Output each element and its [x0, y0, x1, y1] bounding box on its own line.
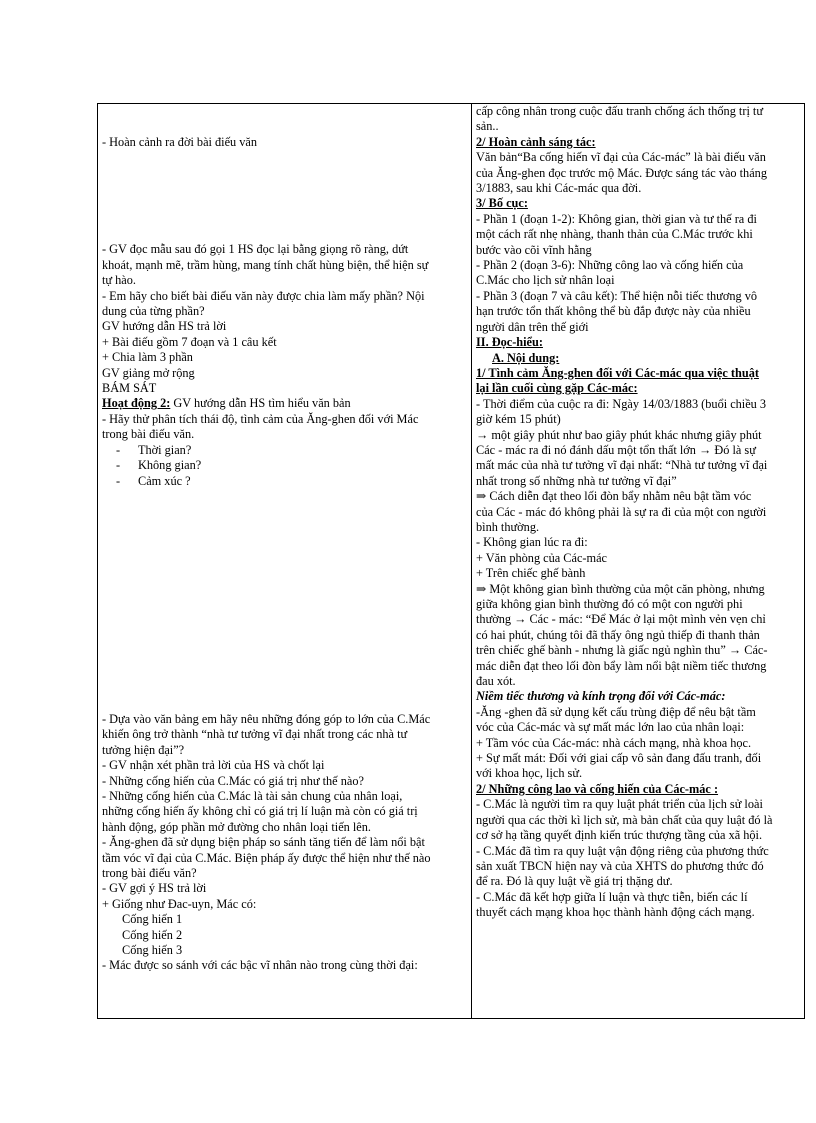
lesson-table — [97, 103, 805, 1019]
right-line: để ra. Đó là quy luật về giá trị thặng dư. — [476, 874, 673, 889]
right-line: - Không gian lúc ra đi: — [476, 535, 588, 550]
contribution-item: Cống hiến 3 — [122, 943, 183, 957]
right-line: người dân trên thế giới — [476, 319, 589, 334]
right-line: cấp công nhân trong cuộc đấu tranh chống ách thống trị tư — [476, 104, 764, 118]
list-item — [102, 458, 468, 473]
right-line: -Ăng -ghen đã sử dụng kết cấu trùng điệp để nêu bật tầm — [476, 704, 756, 719]
right-line: thuyết cách mạng khoa học thành hành động cách mạng. — [476, 905, 755, 920]
left-line: + Giống như Đac-uyn, Mác có: — [102, 896, 257, 911]
left-line: - Những cống hiến của C.Mác là tài sản chung của nhân loại, — [102, 788, 403, 803]
right-line: + Tầm vóc của Các-mác: nhà cách mạng, nhà khoa học. — [476, 735, 752, 750]
right-line: sản xuất TBCN hiện nay và của XHTS do phương thức đó — [476, 858, 764, 873]
right-line: nhất trong số những nhà tư tưởng vĩ đại” — [476, 473, 677, 488]
list-item-text: Không gian? — [138, 458, 202, 473]
left-line: tưởng hiện đại”? — [102, 742, 185, 757]
bullet-dash: - — [116, 458, 121, 473]
list-item-text: Cảm xúc ? — [138, 473, 191, 488]
left-line: hành động, góp phần mở đường cho nhân loại tiến lên. — [102, 819, 371, 834]
left-line: - GV đọc mẫu sau đó gọi 1 HS đọc lại bằng giọng rõ ràng, dứt — [102, 242, 409, 257]
section-heading: 1/ Tình cảm Ăng-ghen đối với Các-mác qua việc thuật — [476, 365, 759, 380]
right-line: Các - mác ra đi nó đánh dấu một tổn thất lớn → Đó là sự — [476, 442, 756, 457]
right-line: với khoa học, lịch sử. — [476, 766, 583, 781]
right-line: bình thường. — [476, 519, 540, 534]
left-line: - Những cống hiến của C.Mác có giá trị như thế nào? — [102, 773, 364, 788]
right-line: cơ sở hạ tầng quyết định kiến trúc thượng tầng của xã hội. — [476, 828, 763, 843]
right-line: - Phần 2 (đoạn 3-6): Những công lao và cống hiến của — [476, 258, 744, 273]
left-line: tầm vóc vĩ đại của C.Mác. Biện pháp ấy được thể hiện như thế nào — [102, 850, 431, 865]
section-heading — [476, 135, 801, 150]
heading-text: II. Đọc-hiểu: — [476, 335, 543, 350]
right-line: + Văn phòng của Các-mác — [476, 550, 607, 565]
right-line: đau xót. — [476, 674, 516, 689]
section-heading — [476, 196, 801, 211]
right-line: ⇒ Cách diễn đạt theo lối đòn bẩy nhằm nêu bật tầm vóc — [476, 489, 752, 504]
right-line: 3/1883, sau khi Các-mác qua đời. — [476, 181, 642, 196]
left-line: khiến ông trở thành “nhà tư tưởng vĩ đại nhất trong các nhà tư — [102, 727, 408, 742]
right-line: → một giây phút như bao giây phút khác nhưng giây phút — [476, 427, 762, 442]
bullet-dash: - — [116, 473, 121, 488]
left-line: trong bài điếu văn? — [102, 865, 197, 880]
heading-text: 2/ Hoàn cảnh sáng tác: — [476, 134, 596, 149]
right-line: trên chiếc ghế bành - nhưng là giấc ngủ nghìn thu” → Các- — [476, 643, 768, 658]
right-line: Văn bản“Ba cống hiến vĩ đại của Các-mác” là bài điếu văn — [476, 150, 766, 165]
right-line: người qua các thời kì lịch sử, mà bản chất của quy luật đó là — [476, 812, 773, 827]
section-label-bam-sat: BÁM SÁT — [102, 381, 157, 396]
right-line: bước vào cõi vĩnh hằng — [476, 242, 592, 257]
left-column-activities — [98, 104, 471, 1018]
heading-text: 3/ Bố cục: — [476, 196, 528, 211]
activity-title: Hoạt động 2: — [102, 396, 171, 411]
right-column-content — [472, 104, 804, 1018]
right-line: + Sự mất mát: Đối với giai cấp vô sản đang đấu tranh, đối — [476, 751, 762, 766]
right-line: ⇒ Một không gian bình thường của một căn phòng, nhưng — [476, 581, 765, 596]
bullet-dash: - — [116, 442, 121, 457]
left-line: - Mác được so sánh với các bậc vĩ nhân nào trong cùng thời đại: — [102, 958, 418, 973]
right-line: có hai phút, chúng tôi đã thấy ông ngủ thiếp đi thanh thản — [476, 627, 760, 642]
left-line: những cống hiến ấy không chỉ có giá trị lí luận mà còn có giá trị — [102, 804, 418, 819]
section-heading: lại lần cuối cùng gặp Các-mác: — [476, 381, 638, 396]
right-line: mác diễn đạt theo lối đòn bẩy làm nổi bật niềm tiếc thương — [476, 658, 767, 673]
section-heading: 2/ Những công lao và cống hiến của Các-mác : — [476, 781, 719, 796]
left-line: - Dựa vào văn bảng em hãy nêu những đóng góp to lớn của C.Mác — [102, 711, 431, 726]
right-line: hạn trước tổn thất không thể bù đắp được này của nhiều — [476, 304, 751, 319]
right-line: - C.Mác đã tìm ra quy luật vận động riêng của phương thức — [476, 843, 769, 858]
right-line: của Các - mác đó không phải là sự ra đi của một con người — [476, 504, 767, 519]
left-line: - Ăng-ghen đã sử dụng biện pháp so sánh tăng tiến để làm nổi bật — [102, 835, 425, 850]
contribution-item: Cống hiến 2 — [122, 927, 183, 942]
right-line: giờ kém 15 phút) — [476, 412, 561, 427]
right-line: vóc của Các-mác và sự mất mác lớn lao của nhân loại: — [476, 720, 745, 735]
right-line: mất mác của nhà tư tưởng vĩ đại nhất: “Nhà tư tưởng vĩ đại — [476, 458, 768, 473]
left-line: - Hoàn cảnh ra đời bài điếu văn — [102, 135, 258, 149]
left-line: tự hào. — [102, 273, 136, 288]
right-line: - Phần 3 (đoạn 7 và câu kết): Thể hiện nỗi tiếc thương vô — [476, 288, 758, 303]
contribution-item: Cống hiến 1 — [122, 912, 183, 927]
right-line: một cách rất nhẹ nhàng, thanh thản của C.Mác trước khi — [476, 227, 753, 242]
right-line: thường → Các - mác: “Để Mác ở lại một mình vẻn vẹn chỉ — [476, 612, 766, 627]
part-heading — [476, 335, 801, 350]
left-line: + Chia làm 3 phần — [102, 350, 193, 365]
left-line: - GV gợi ý HS trả lời — [102, 881, 207, 896]
right-line: giữa không gian bình thường đó có một con người phi — [476, 597, 743, 611]
activity-heading — [102, 396, 468, 411]
left-line: + Bài điếu gồm 7 đoạn và 1 câu kết — [102, 334, 277, 349]
italic-heading: Niềm tiếc thương và kính trọng đối với Các-mác: — [476, 689, 726, 704]
right-line: sản.. — [476, 119, 499, 134]
left-line: khoát, mạnh mẽ, trầm hùng, mang tính chất hùng biện, thể hiện sự — [102, 257, 429, 272]
left-line: - GV nhận xét phần trả lời của HS và chốt lại — [102, 758, 325, 773]
heading-text: A. Nội dung: — [492, 350, 560, 365]
right-line: - C.Mác đã kết hợp giữa lí luận và thực tiễn, biến các lí — [476, 889, 748, 904]
left-line: trong bài điếu văn. — [102, 427, 195, 442]
left-line: dung của từng phần? — [102, 304, 205, 319]
subsection-heading — [476, 351, 801, 366]
list-item — [102, 443, 468, 458]
list-item — [102, 474, 468, 489]
left-line: - Em hãy cho biết bài điếu văn này được chia làm mấy phần? Nội — [102, 288, 425, 303]
right-line: - Thời điểm của cuộc ra đi: Ngày 14/03/1883 (buổi chiều 3 — [476, 396, 767, 411]
left-line: - Hãy thử phân tích thái độ, tình cảm của Ăng-ghen đối với Mác — [102, 411, 419, 426]
left-line: GV hướng dẫn HS trả lời — [102, 319, 227, 334]
right-line: - C.Mác là người tìm ra quy luật phát triển của lịch sử loài — [476, 797, 763, 812]
activity-description: GV hướng dẫn HS tìm hiểu văn bản — [170, 396, 351, 411]
right-line: C.Mác cho lịch sử nhân loại — [476, 273, 615, 288]
right-line: - Phần 1 (đoạn 1-2): Không gian, thời gian và tư thế ra đi — [476, 211, 757, 226]
left-line: GV giảng mở rộng — [102, 365, 195, 380]
list-item-text: Thời gian? — [138, 442, 192, 457]
right-line: + Trên chiếc ghế bành — [476, 566, 586, 581]
right-line: của Ăng-ghen đọc trước mộ Mác. Được sáng tác vào tháng — [476, 165, 767, 180]
